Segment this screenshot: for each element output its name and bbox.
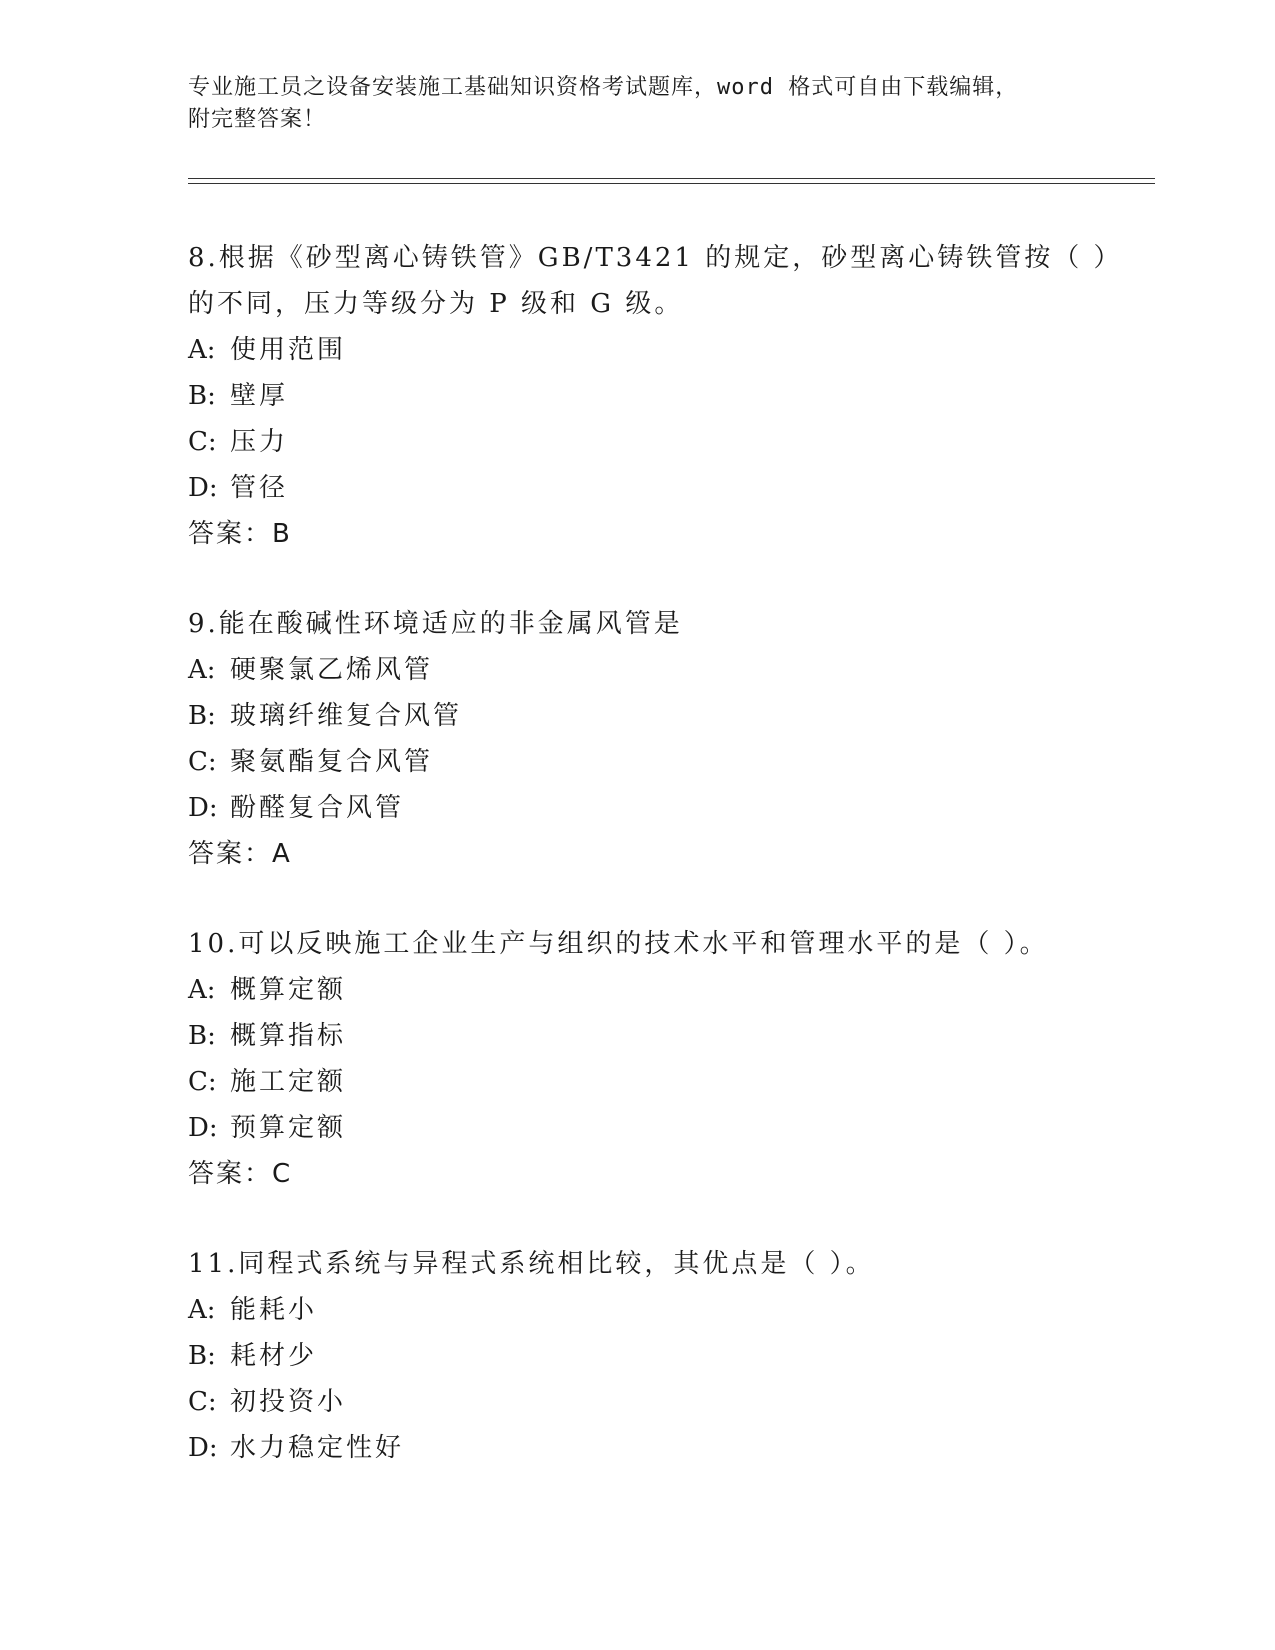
option-text: 聚氨酯复合风管 <box>230 747 434 777</box>
option-text: 壁厚 <box>230 381 289 411</box>
answer-option <box>188 1333 1118 1379</box>
question-text: 11.同程式系统与异程式系统相比较，其优点是（ ）。 <box>188 1249 875 1279</box>
option-letter: D: <box>188 793 218 823</box>
header-line-2: 附完整答案！ <box>188 107 327 132</box>
document-header <box>188 72 1088 136</box>
answer-option <box>188 373 1118 419</box>
option-text: 使用范围 <box>230 335 347 365</box>
answer-option <box>188 419 1118 465</box>
option-text: 概算指标 <box>230 1021 347 1051</box>
answer-option <box>188 1013 1118 1059</box>
question-block <box>188 1241 1118 1471</box>
option-letter: C: <box>188 1387 217 1417</box>
option-text: 水力稳定性好 <box>230 1433 405 1463</box>
option-letter: B: <box>188 1021 216 1051</box>
option-text: 酚醛复合风管 <box>230 793 405 823</box>
option-letter: A: <box>188 335 216 365</box>
option-text: 硬聚氯乙烯风管 <box>230 655 434 685</box>
question-block <box>188 921 1118 1197</box>
option-text: 压力 <box>230 427 289 457</box>
answer-key: 答案：B <box>188 519 292 549</box>
question-block <box>188 601 1118 877</box>
option-letter: D: <box>188 1113 218 1143</box>
header-line-1: 专业施工员之设备安装施工基础知识资格考试题库，word 格式可自由下载编辑， <box>188 75 1019 100</box>
option-text: 预算定额 <box>230 1113 347 1143</box>
option-text: 能耗小 <box>230 1295 318 1325</box>
option-letter: A: <box>188 655 216 685</box>
answer-option <box>188 1379 1118 1425</box>
option-text: 概算定额 <box>230 975 347 1005</box>
option-letter: B: <box>188 381 216 411</box>
answer-option <box>188 1287 1118 1333</box>
answer-option <box>188 647 1118 693</box>
question-text: 9.能在酸碱性环境适应的非金属风管是 <box>188 609 683 639</box>
option-text: 玻璃纤维复合风管 <box>230 701 463 731</box>
header-divider-top <box>188 178 1155 179</box>
question-block <box>188 235 1118 557</box>
answer-key: 答案：C <box>188 1159 293 1189</box>
option-letter: C: <box>188 747 217 777</box>
option-text: 耗材少 <box>230 1341 318 1371</box>
answer-option <box>188 327 1118 373</box>
answer-option <box>188 739 1118 785</box>
answer-option <box>188 967 1118 1013</box>
option-letter: A: <box>188 975 216 1005</box>
question-list <box>188 235 1118 1471</box>
option-letter: B: <box>188 701 216 731</box>
answer-option <box>188 1105 1118 1151</box>
answer-key: 答案：A <box>188 839 292 869</box>
option-text: 管径 <box>230 473 289 503</box>
answer-option <box>188 693 1118 739</box>
answer-option <box>188 1059 1118 1105</box>
option-text: 施工定额 <box>230 1067 347 1097</box>
option-letter: C: <box>188 427 217 457</box>
header-divider-bottom <box>188 183 1155 184</box>
answer-option <box>188 785 1118 831</box>
option-text: 初投资小 <box>230 1387 347 1417</box>
answer-option <box>188 1425 1118 1471</box>
option-letter: D: <box>188 1433 218 1463</box>
question-text: 8.根据《砂型离心铸铁管》GB/T3421 的规定，砂型离心铸铁管按（ ）的不同，压力等级分为 P 级和 G 级。 <box>188 243 1110 319</box>
option-letter: D: <box>188 473 218 503</box>
option-letter: A: <box>188 1295 216 1325</box>
question-text: 10.可以反映施工企业生产与组织的技术水平和管理水平的是（ ）。 <box>188 929 1049 959</box>
option-letter: C: <box>188 1067 217 1097</box>
option-letter: B: <box>188 1341 216 1371</box>
answer-option <box>188 465 1118 511</box>
